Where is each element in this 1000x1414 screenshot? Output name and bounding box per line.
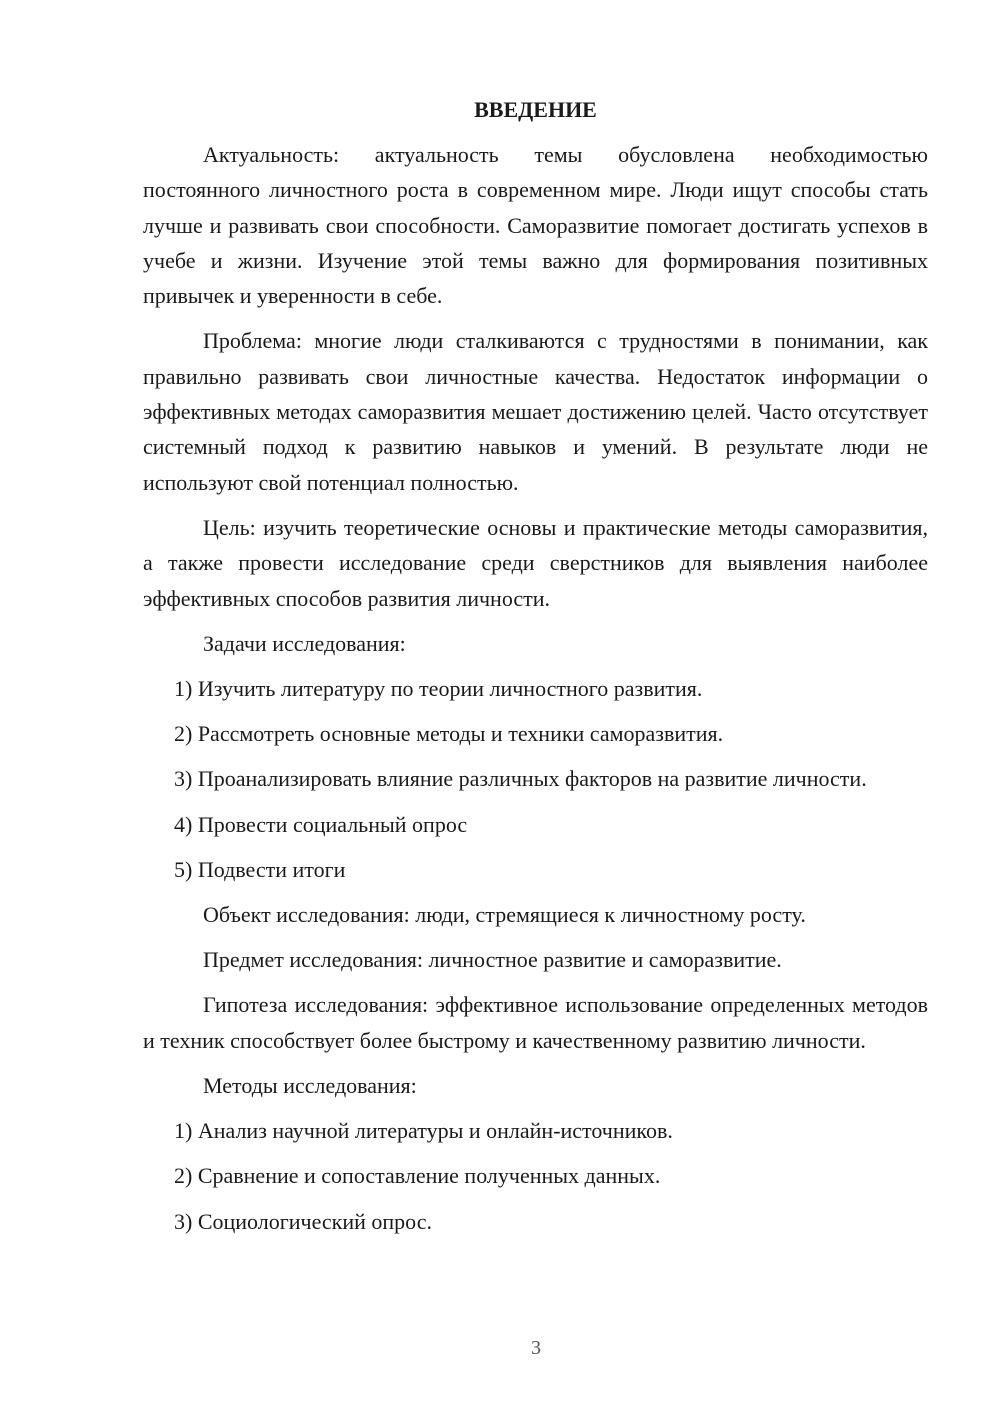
tasks-heading: Задачи исследования: — [203, 630, 406, 656]
research-object: Объект исследования: люди, стремящиеся к личностному росту. — [203, 902, 806, 928]
page-title: ВВЕДЕНИЕ — [474, 97, 597, 122]
paragraph-problem: Проблема: многие люди сталкиваются с трудностями в понимании, как правильно развивать свои личностные качества. Недостаток информации о эффективных методах саморазвития мешает достижению целей. Часто отсутствует системный подход к развитию навыков и умений. В результате люди не используют свой потенциал полностью. — [143, 328, 928, 495]
task-item-4: 4) Провести социальный опрос — [174, 811, 468, 837]
task-item-1: 1) Изучить литературу по теории личностного развития. — [174, 675, 703, 701]
task-item-3: 3) Проанализировать влияние различных факторов на развитие личности. — [174, 766, 867, 792]
method-item-2: 2) Сравнение и сопоставление полученных данных. — [174, 1163, 661, 1189]
paragraph-relevance: Актуальность: актуальность темы обусловлена необходимостью постоянного личностного роста в современном мире. Люди ищут способы стать лучше и развивать свои способности. Саморазвитие помогает достигать успехов в учебе и жизни. Изучение этой темы важно для формирования позитивных привычек и уверенности в себе. — [143, 142, 928, 309]
research-subject: Предмет исследования: личностное развитие и саморазвитие. — [203, 947, 782, 973]
page-number: 3 — [531, 1337, 541, 1359]
research-hypothesis: Гипотеза исследования: эффективное использование определенных методов и техник способствует более быстрому и качественному развитию личности. — [143, 992, 928, 1053]
method-item-1: 1) Анализ научной литературы и онлайн-источников. — [174, 1117, 673, 1143]
paragraph-goal: Цель: изучить теоретические основы и практические методы саморазвития, а также провести исследование среди сверстников для выявления наиболее эффективных способов развития личности. — [143, 514, 928, 611]
method-item-3: 3) Социологический опрос. — [174, 1208, 432, 1234]
task-item-5: 5) Подвести итоги — [174, 857, 346, 883]
methods-heading: Методы исследования: — [203, 1072, 417, 1098]
task-item-2: 2) Рассмотреть основные методы и техники саморазвития. — [174, 721, 724, 747]
page-content — [143, 94, 928, 1249]
